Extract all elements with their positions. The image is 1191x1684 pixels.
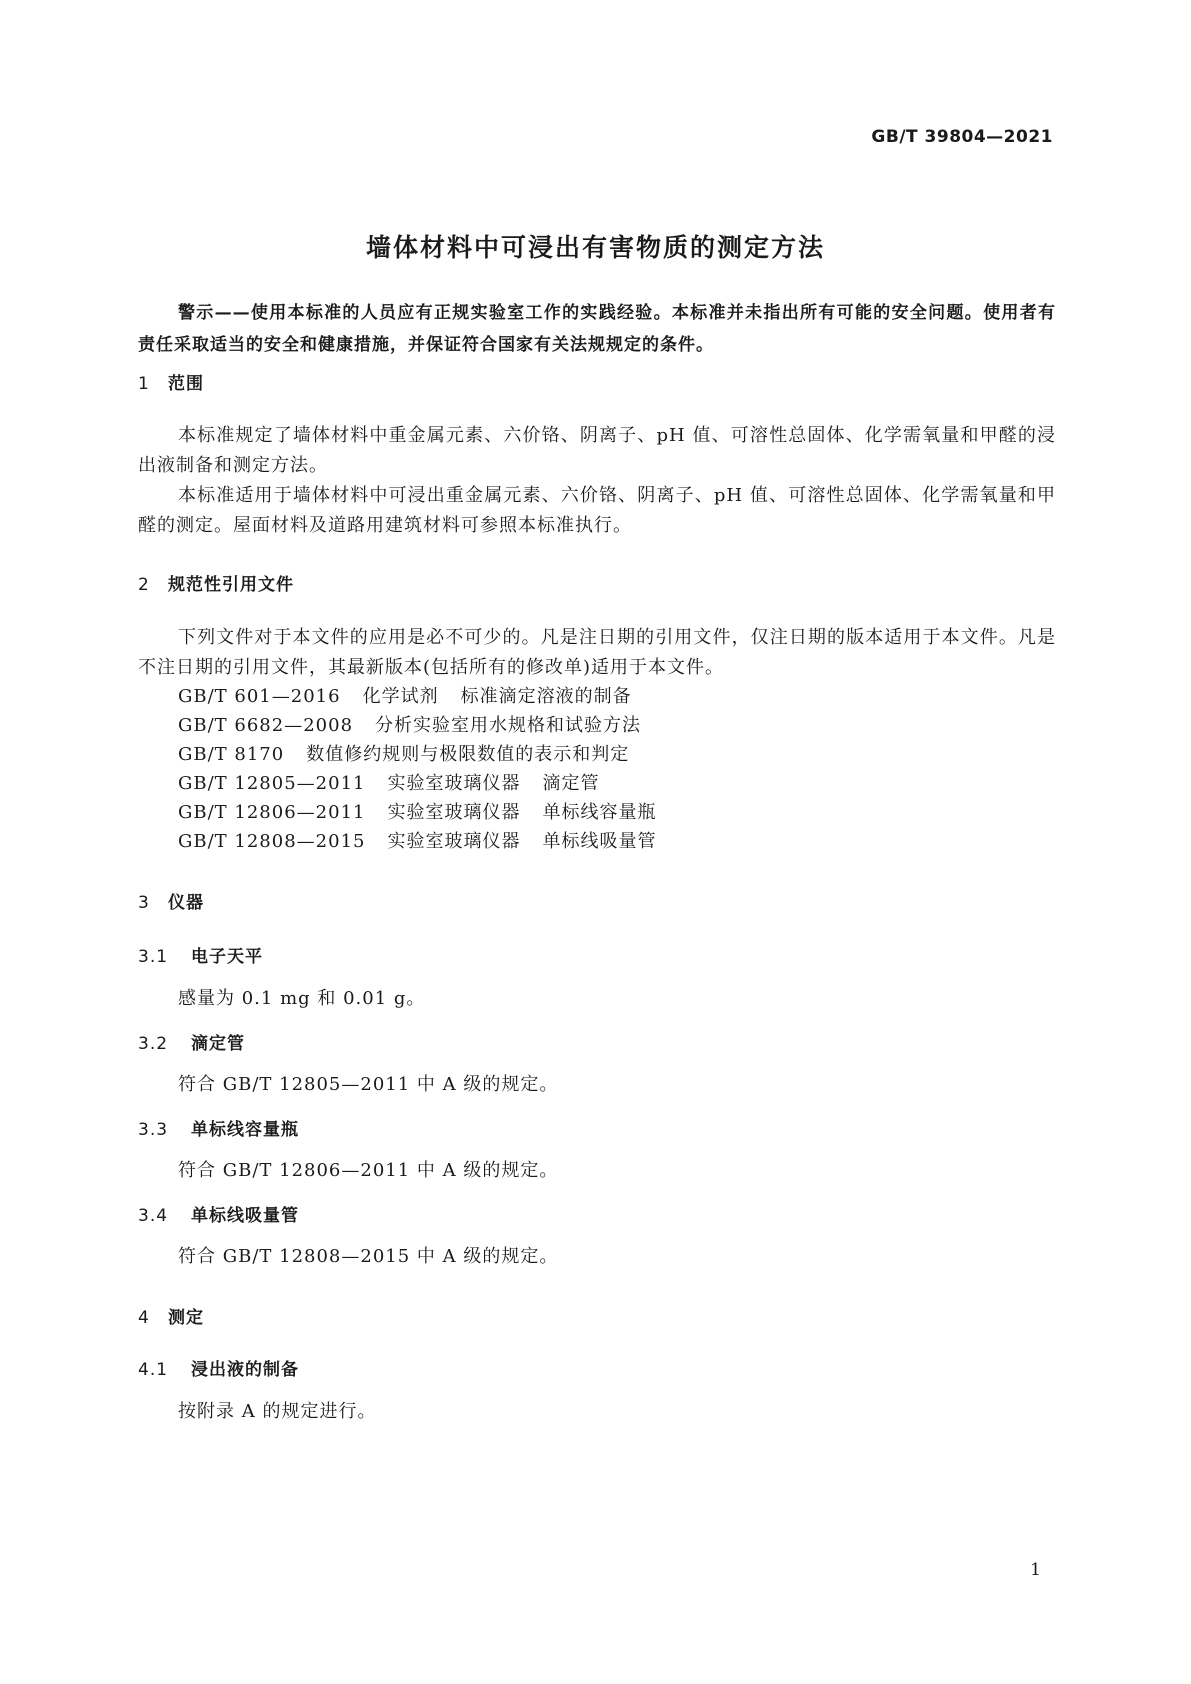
reference-title: 数值修约规则与极限数值的表示和判定 [306,744,630,765]
subsection-number: 3.4 [138,1206,169,1226]
subsection-3-1-heading [138,942,263,967]
reference-title: 化学试剂 [362,686,439,707]
section-4-heading [138,1303,204,1328]
section-title: 规范性引用文件 [168,575,294,595]
reference-title: 实验室玻璃仪器 [387,802,521,823]
reference-item [178,798,656,828]
subsection-3-3-heading [138,1115,299,1140]
references-intro: 下列文件对于本文件的应用是必不可少的。凡是注日期的引用文件，仅注日期的版本适用于本文件。凡是不注日期的引用文件，其最新版本(包括所有的修改单)适用于本文件。 [138,627,1056,678]
subsection-title: 滴定管 [191,1034,245,1054]
subsection-3-2-text: 符合 GB/T 12805—2011 中 A 级的规定。 [178,1074,559,1095]
reference-subtitle: 单标线容量瓶 [542,802,657,823]
subsection-number: 4.1 [138,1360,169,1380]
section-number: 4 [138,1308,150,1328]
reference-item [178,769,599,799]
subsection-3-3-text: 符合 GB/T 12806—2011 中 A 级的规定。 [178,1160,559,1181]
section-1-heading [138,369,204,394]
subsection-3-4-heading [138,1201,299,1226]
section-number: 1 [138,374,150,394]
subsection-title: 电子天平 [191,947,263,967]
warning-paragraph: 警示——使用本标准的人员应有正规实验室工作的实践经验。本标准并未指出所有可能的安全问题。使用者有责任采取适当的安全和健康措施，并保证符合国家有关法规规定的条件。 [138,303,1056,355]
reference-code: GB/T 601—2016 [178,686,341,707]
reference-code: GB/T 6682—2008 [178,715,354,736]
reference-title: 实验室玻璃仪器 [387,773,521,794]
reference-code: GB/T 12806—2011 [178,802,366,823]
section-3-heading [138,888,204,913]
section-number: 3 [138,893,150,913]
reference-item [178,711,641,741]
reference-title: 分析实验室用水规格和试验方法 [375,715,642,736]
subsection-number: 3.2 [138,1034,169,1054]
reference-item [178,682,632,712]
reference-code: GB/T 12805—2011 [178,773,366,794]
page-title: 墙体材料中可浸出有害物质的测定方法 [365,233,825,262]
section-title: 范围 [168,374,204,394]
document-number: GB/T 39804—2021 [871,127,1053,147]
reference-code: GB/T 8170 [178,744,285,765]
reference-subtitle: 标准滴定溶液的制备 [460,686,632,707]
subsection-4-1-text: 按附录 A 的规定进行。 [178,1401,377,1422]
section-title: 仪器 [168,893,204,913]
subsection-title: 单标线容量瓶 [191,1120,299,1140]
reference-item [178,827,656,857]
subsection-number: 3.1 [138,947,169,967]
subsection-3-2-heading [138,1029,245,1054]
subsection-number: 3.3 [138,1120,169,1140]
section-number: 2 [138,575,150,595]
reference-subtitle: 滴定管 [542,773,600,794]
subsection-3-4-text: 符合 GB/T 12808—2015 中 A 级的规定。 [178,1246,559,1267]
scope-paragraph-2: 本标准适用于墙体材料中可浸出重金属元素、六价铬、阴离子、pH 值、可溶性总固体、化学需氧量和甲醛的测定。屋面材料及道路用建筑材料可参照本标准执行。 [138,485,1056,536]
reference-title: 实验室玻璃仪器 [387,831,521,852]
page-number: 1 [1030,1560,1041,1580]
section-title: 测定 [168,1308,204,1328]
subsection-title: 浸出液的制备 [191,1360,299,1380]
subsection-title: 单标线吸量管 [191,1206,299,1226]
scope-paragraph-1: 本标准规定了墙体材料中重金属元素、六价铬、阴离子、pH 值、可溶性总固体、化学需氧量和甲醛的浸出液制备和测定方法。 [138,425,1056,476]
section-2-heading [138,570,294,595]
subsection-3-1-text: 感量为 0.1 mg 和 0.01 g。 [178,988,426,1009]
subsection-4-1-heading [138,1355,299,1380]
reference-subtitle: 单标线吸量管 [542,831,657,852]
reference-item [178,740,629,770]
reference-code: GB/T 12808—2015 [178,831,366,852]
